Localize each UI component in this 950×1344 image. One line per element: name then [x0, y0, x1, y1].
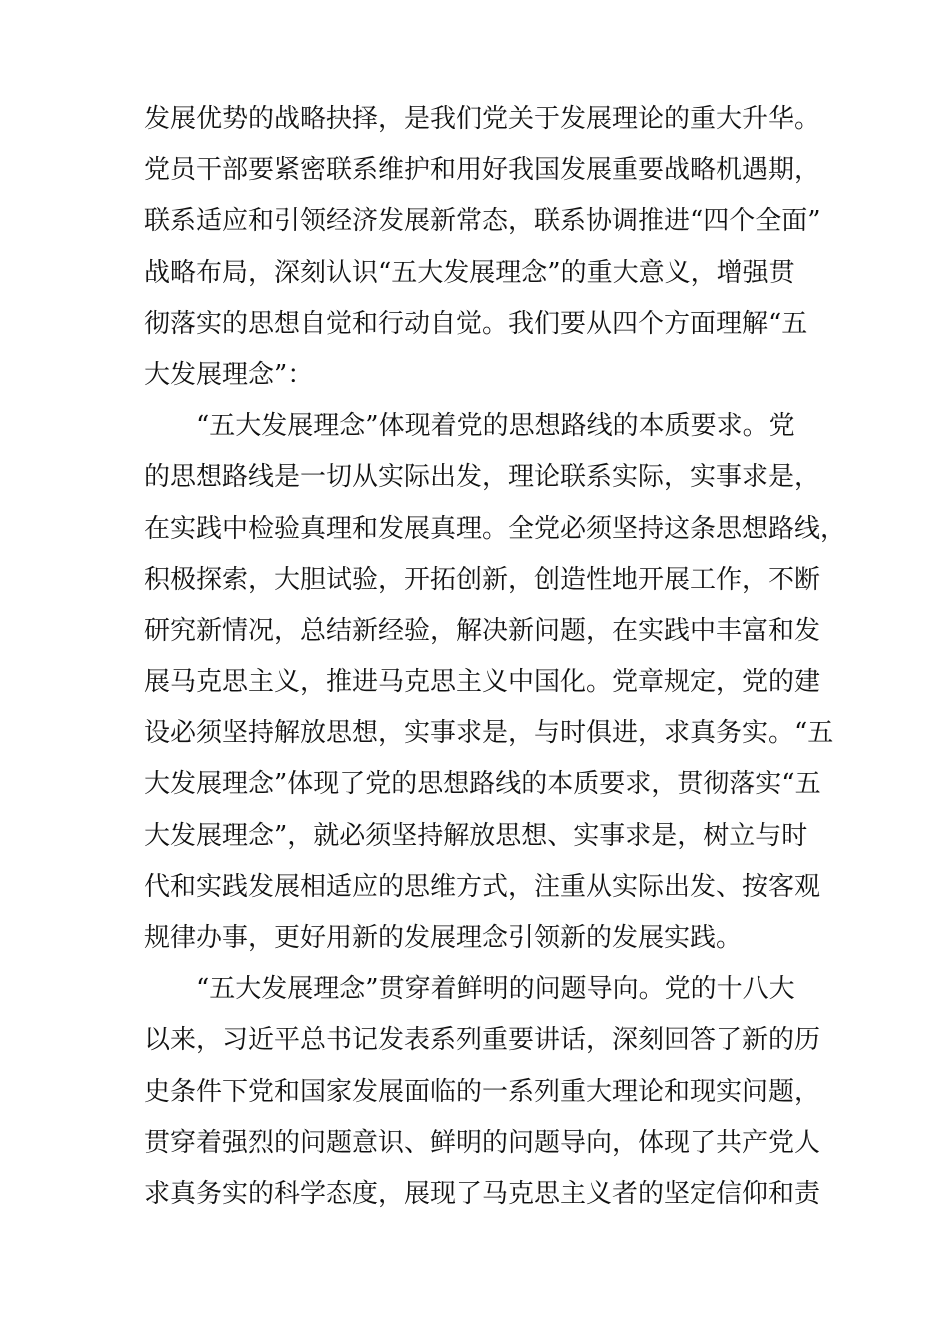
text-line: 求真务实的科学态度，展现了马克思主义者的坚定信仰和责: [144, 1178, 821, 1209]
text-line: 展马克思主义，推进马克思主义中国化。党章规定，党的建: [144, 667, 821, 698]
text-line: 研究新情况，总结新经验，解决新问题，在实践中丰富和发: [144, 615, 821, 646]
text-line: 发展优势的战略抉择，是我们党关于发展理论的重大升华。: [144, 104, 821, 134]
text-line: 战略布局，深刻认识“五大发展理念”的重大意义，增强贯: [144, 257, 795, 288]
text-line: “五大发展理念”贯穿着鲜明的问题导向。党的十八大: [144, 974, 795, 1005]
text-line: 彻落实的思想自觉和行动自觉。我们要从四个方面理解“五: [144, 308, 808, 339]
text-line: 大发展理念”，就必须坚持解放思想、实事求是，树立与时: [144, 820, 808, 851]
text-line: “五大发展理念”体现着党的思想路线的本质要求。党: [144, 411, 795, 442]
text-line: 联系适应和引领经济发展新常态，联系协调推进“四个全面”: [144, 206, 821, 237]
text-line: 设必须坚持解放思想，实事求是，与时俱进，求真务实。“五: [144, 718, 834, 749]
text-line: 史条件下党和国家发展面临的一系列重大理论和现实问题，: [144, 1076, 821, 1107]
body-text: [144, 94, 847, 1220]
text-line: 在实践中检验真理和发展真理。全党必须坚持这条思想路线，: [144, 513, 847, 544]
text-line: 大发展理念”：: [144, 359, 314, 390]
text-line: 大发展理念”体现了党的思想路线的本质要求，贯彻落实“五: [144, 769, 821, 800]
text-line: 党员干部要紧密联系维护和用好我国发展重要战略机遇期，: [144, 155, 821, 186]
text-line: 贯穿着强烈的问题意识、鲜明的问题导向，体现了共产党人: [144, 1127, 821, 1158]
text-line: 积极探索，大胆试验，开拓创新，创造性地开展工作，不断: [144, 564, 821, 595]
text-line: 代和实践发展相适应的思维方式，注重从实际出发、按客观: [144, 871, 821, 902]
text-line: 以来，习近平总书记发表系列重要讲话，深刻回答了新的历: [144, 1025, 821, 1056]
text-line: 规律办事，更好用新的发展理念引领新的发展实践。: [144, 923, 743, 953]
text-line: 的思想路线是一切从实际出发，理论联系实际，实事求是，: [144, 462, 821, 493]
